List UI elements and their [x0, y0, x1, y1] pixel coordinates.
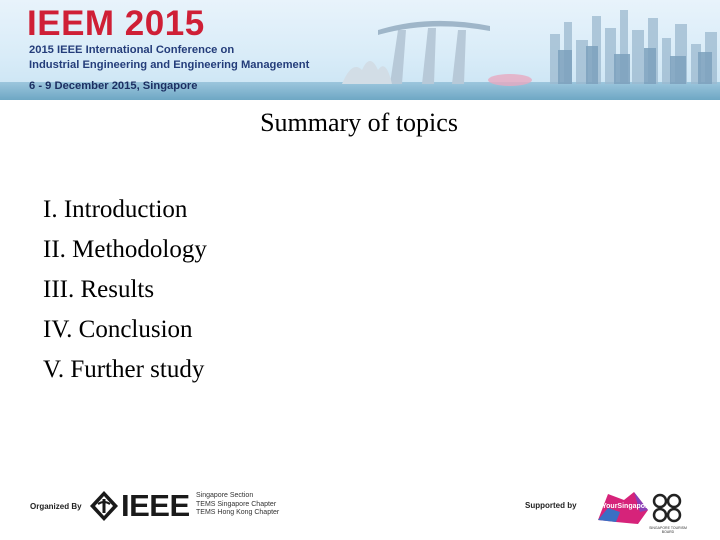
ieee-wordmark: IEEE — [121, 488, 190, 523]
footer — [0, 480, 720, 540]
topic-item: III. Results — [43, 276, 155, 303]
slide-title — [0, 108, 720, 138]
conference-name-line1: 2015 IEEE International Conference on — [29, 44, 235, 56]
tourism-board-text: SINGAPORE TOURISM BOARD — [649, 526, 687, 534]
header-banner — [0, 0, 720, 100]
organizer-units — [196, 492, 279, 518]
tourism-board-logo-icon — [652, 492, 682, 528]
topic-item: II. Methodology — [43, 236, 207, 263]
singapore-skyline-image — [340, 0, 720, 100]
organized-by-label: Organized By — [30, 502, 82, 511]
yoursingapore-text: YourSingapore — [602, 503, 652, 510]
ieee-emblem-icon — [89, 490, 119, 522]
supported-by-label: Supported by — [525, 501, 577, 510]
conference-dates: 6 - 9 December 2015, Singapore — [29, 80, 198, 92]
topic-item: I. Introduction — [43, 196, 188, 223]
slide-title-text: Summary of topics — [260, 108, 458, 137]
organizer-unit: TEMS Hong Kong Chapter — [196, 509, 280, 517]
conference-title: IEEM 2015 — [27, 4, 205, 43]
topic-item: IV. Conclusion — [43, 316, 193, 343]
topics-list — [43, 190, 207, 390]
organizer-unit: Singapore Section — [196, 492, 254, 499]
topic-item: V. Further study — [43, 356, 205, 383]
conference-name-line2: Industrial Engineering and Engineering Management — [29, 59, 310, 71]
organizer-unit: TEMS Singapore Chapter — [196, 500, 277, 508]
